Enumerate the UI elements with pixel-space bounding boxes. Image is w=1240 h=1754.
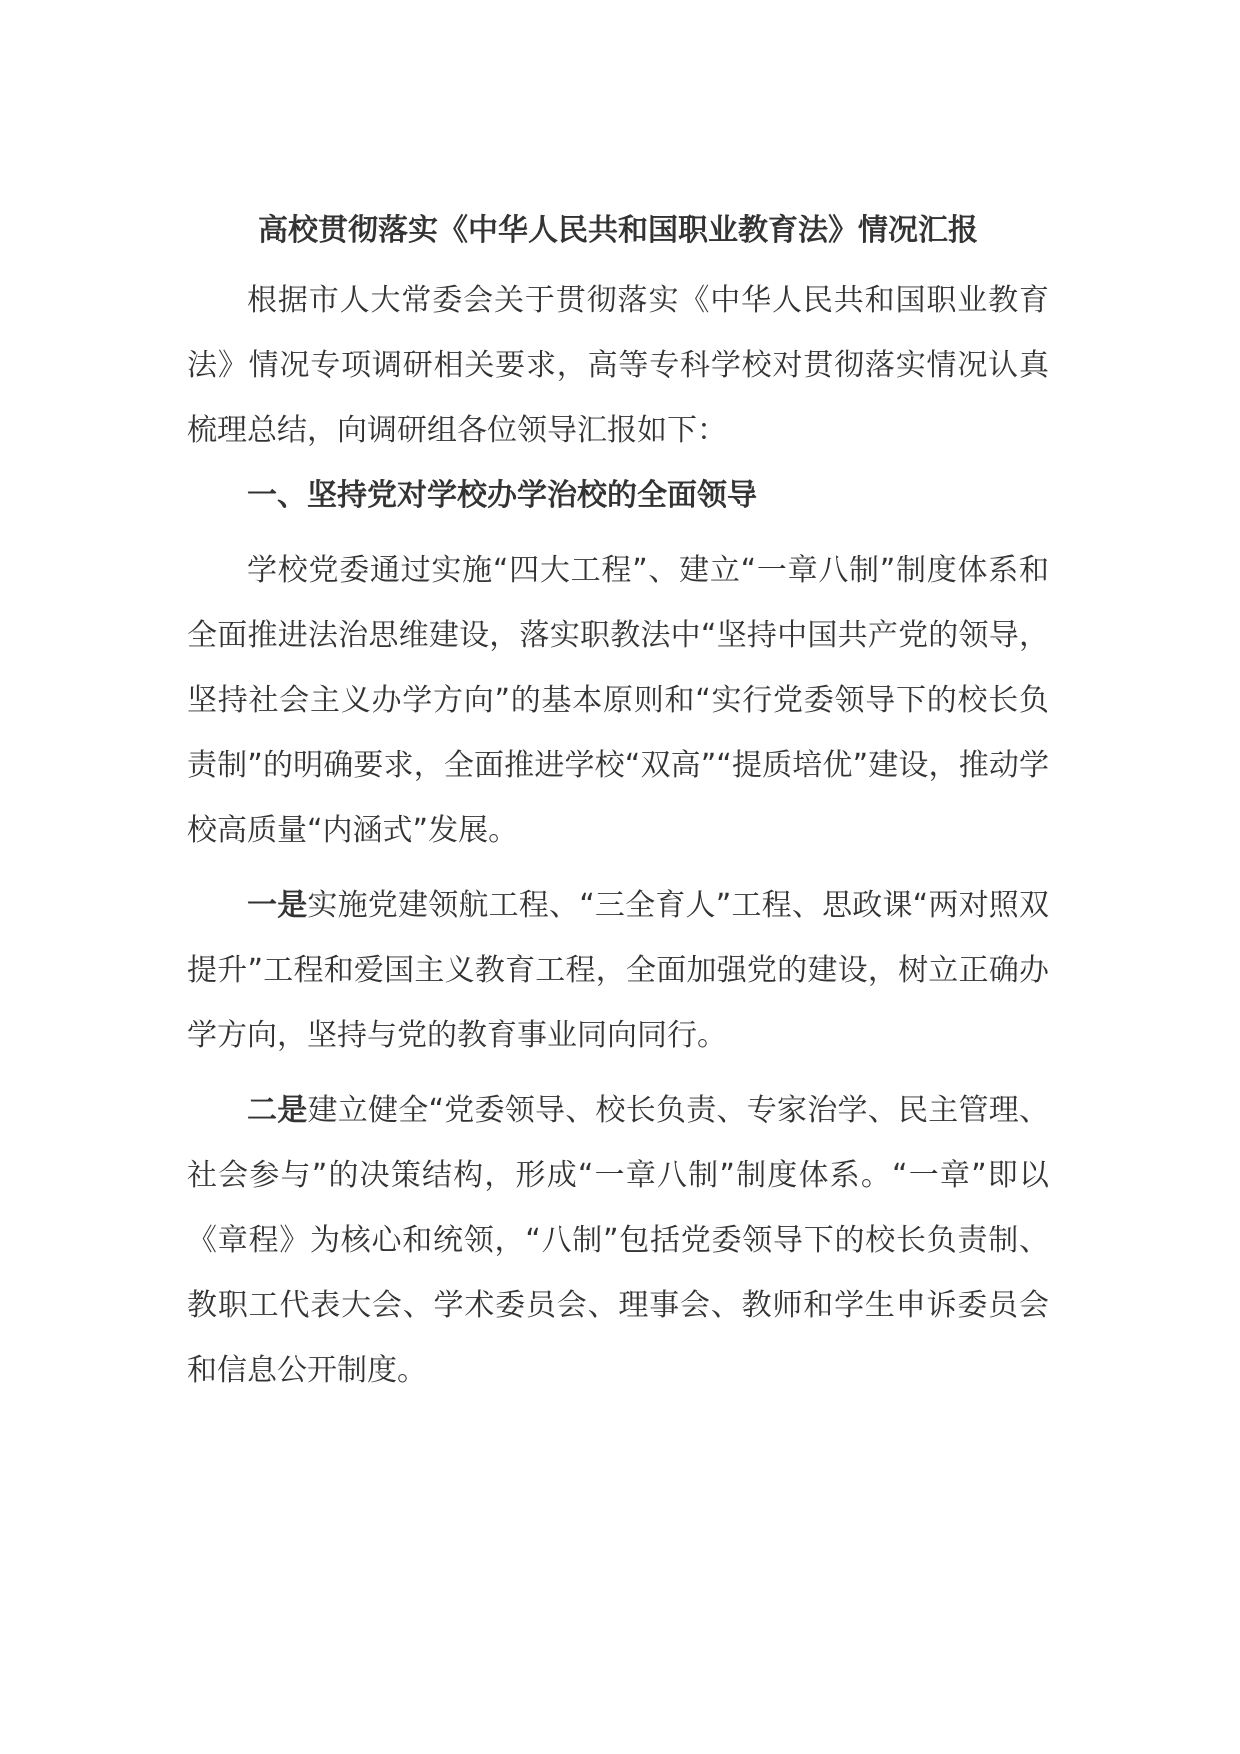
section-heading: 一、坚持党对学校办学治校的全面领导	[247, 478, 757, 513]
document-title: 高校贯彻落实《中华人民共和国职业教育法》情况汇报	[258, 213, 978, 248]
document-body	[187, 200, 1049, 1403]
point-two-paragraph	[187, 1078, 1049, 1403]
point-two-text: 建立健全“党委领导、校长负责、专家治学、民主管理、社会参与”的决策结构，形成“一章八制”制度体系。“一章”即以《章程》为核心和统领，“八制”包括党委领导下的校长负责制、教职工代表大会、学术委员会、理事会、教师和学生申诉委员会和信息公开制度。	[187, 1093, 1049, 1388]
section-summary-paragraph: 学校党委通过实施“四大工程”、建立“一章八制”制度体系和全面推进法治思维建设，落实职教法中“坚持中国共产党的领导，坚持社会主义办学方向”的基本原则和“实行党委领导下的校长负责制”的明确要求，全面推进学校“双高”“提质培优”建设，推动学校高质量“内涵式”发展。	[187, 553, 1049, 848]
intro-paragraph: 根据市人大常委会关于贯彻落实《中华人民共和国职业教育法》情况专项调研相关要求，高等专科学校对贯彻落实情况认真梳理总结，向调研组各位领导汇报如下：	[187, 283, 1049, 448]
point-one-text: 实施党建领航工程、“三全育人”工程、思政课“两对照双提升”工程和爱国主义教育工程，全面加强党的建设，树立正确办学方向，坚持与党的教育事业同向同行。	[187, 888, 1049, 1053]
point-one-paragraph	[187, 873, 1049, 1068]
point-one-lead: 一是	[247, 888, 308, 923]
point-two-lead: 二是	[247, 1093, 308, 1128]
